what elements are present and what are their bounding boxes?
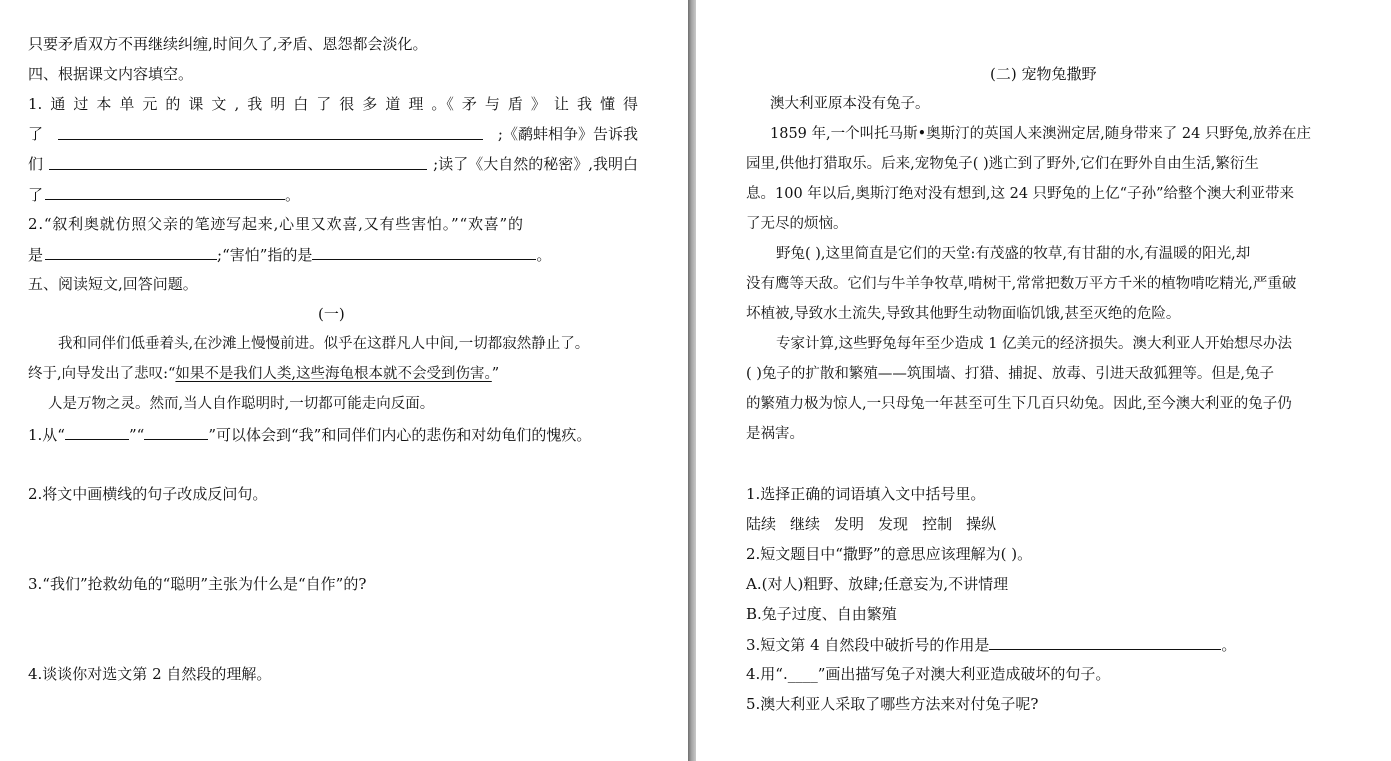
q1-line1-char: 很	[339, 95, 355, 113]
continued-text-line: 只要矛盾双方不再继续纠缠,时间久了,矛盾、恩怨都会淡化。	[28, 35, 428, 53]
left-page	[0, 0, 688, 761]
fill-blank-q1-line4	[28, 184, 300, 205]
underlined-sentence: 如果不是我们人类,这些海龟根本就不会受到伤害。	[175, 366, 492, 382]
q1-line1-char: 盾	[507, 95, 523, 113]
passage-two-title: (二) 宠物兔撒野	[990, 65, 1097, 83]
word-option: 操纵	[966, 515, 997, 533]
q1-line1-char: 。《	[431, 95, 454, 113]
fill-blank-q1-line3	[28, 154, 638, 174]
answer-blank[interactable]	[144, 424, 208, 440]
q1-line1-char: 1.	[28, 95, 43, 113]
reading-q4: 4.用“.____”画出描写兔子对澳大利亚造成破坏的句子。	[746, 665, 1111, 683]
q1-line1-char: 矛	[461, 95, 477, 113]
q1-line1-char: 让	[553, 95, 569, 113]
word-option: 陆续	[746, 515, 777, 533]
q1-line1-char: 白	[293, 95, 309, 113]
q1-line1-char: 明	[270, 95, 286, 113]
reading-q1: 1.选择正确的词语填入文中括号里。	[746, 485, 986, 503]
q1-line2-start: 了	[28, 125, 44, 143]
reading-q3: 3.“我们”抢救幼龟的“聪明”主张为什么是“自作”的?	[28, 575, 367, 593]
q1-line1-char: 我	[576, 95, 592, 113]
q1-line1-char: ,	[234, 95, 240, 113]
reading-q2: 2.短文题目中“撒野”的意思应该理解为( )。	[746, 545, 1033, 563]
q1-line1-char: 得	[622, 95, 638, 113]
q1-line1-char: 过	[73, 95, 89, 113]
passage-two-line4: 息。100 年以后,奥斯汀绝对没有想到,这 24 只野兔的上亿“子孙”给整个澳大利亚带来	[746, 186, 1294, 202]
q1-line1-char: 多	[362, 95, 378, 113]
fill-blank-q1-line1	[28, 94, 638, 114]
q1-line1-char: 元	[142, 95, 158, 113]
reading-q1	[28, 424, 591, 445]
q1-line1-char: 理	[408, 95, 424, 113]
section-four-title: 四、根据课文内容填空。	[28, 65, 194, 83]
q1-line1-char: 》	[530, 95, 546, 113]
fill-blank-q2-line1: 2.“叙利奥就仿照父亲的笔迹写起来,心里又欢喜,又有些害怕。”“欢喜”的	[28, 215, 524, 233]
word-option: 继续	[790, 515, 821, 533]
q1-line3-start: 们	[28, 155, 44, 173]
q1-line1-char: 道	[385, 95, 401, 113]
answer-blank[interactable]	[45, 184, 285, 200]
rq3-end: 。	[1221, 636, 1237, 654]
answer-blank[interactable]	[65, 424, 129, 440]
q1-line1-char: 我	[247, 95, 263, 113]
q1-line3-end: ;读了《大自然的秘密》,我明白	[433, 155, 638, 173]
word-option: 控制	[922, 515, 953, 533]
rq3-start: 3.短文第 4 自然段中破折号的作用是	[746, 636, 990, 654]
q1-line2-end: ;《鹬蚌相争》告诉我	[497, 125, 638, 143]
passage-two-line11: 的繁殖力极为惊人,一只母兔一年甚至可生下几百只幼兔。因此,至今澳大利亚的兔子仍	[746, 396, 1292, 412]
q1-line1-char: 的	[165, 95, 181, 113]
q1-line1-char: 文	[211, 95, 227, 113]
q1-line1-char: 懂	[599, 95, 615, 113]
q1-line1-char: 与	[484, 95, 500, 113]
rq1-start: 1.从“	[28, 426, 65, 444]
q2-line2-start: 是	[28, 246, 44, 264]
passage-one-title: (一)	[318, 305, 345, 323]
reading-q5: 5.澳大利亚人采取了哪些方法来对付兔子呢?	[746, 695, 1039, 713]
section-five-title: 五、阅读短文,回答问题。	[28, 275, 198, 293]
passage-one-line1: 我和同伴们低垂着头,在沙滩上慢慢前进。似乎在这群凡人中间,一切都寂然静止了。	[58, 336, 590, 352]
q1-line1-char: 本	[96, 95, 112, 113]
passage-two-line1: 澳大利亚原本没有兔子。	[770, 96, 930, 112]
option-a: A.(对人)粗野、放肆;任意妄为,不讲情理	[746, 575, 1009, 593]
rq1-mid: ”“	[128, 426, 145, 444]
answer-blank[interactable]	[312, 244, 536, 260]
option-b: B.兔子过度、自由繁殖	[746, 605, 897, 623]
passage-two-line9: 专家计算,这些野兔每年至少造成 1 亿美元的经济损失。澳大利亚人开始想尽办法	[776, 336, 1293, 352]
answer-blank[interactable]	[49, 154, 427, 170]
word-options	[746, 514, 1010, 534]
passage-two-line12: 是祸害。	[746, 426, 804, 442]
q2-line2-end: 。	[536, 246, 552, 264]
p1-line2-end: ”	[491, 366, 500, 382]
p1-line2-start: 终于,向导发出了悲叹:“	[28, 366, 176, 382]
passage-one-line2	[28, 364, 499, 384]
q1-line4-end: 。	[285, 186, 301, 204]
passage-two-line5: 了无尽的烦恼。	[746, 216, 848, 232]
passage-two-line6: 野兔( ),这里简直是它们的天堂:有茂盛的牧草,有甘甜的水,有温暖的阳光,却	[776, 246, 1251, 262]
answer-blank[interactable]	[989, 634, 1221, 650]
answer-blank[interactable]	[58, 124, 483, 140]
fill-blank-q1-line2	[28, 124, 638, 144]
q1-line1-char: 通	[50, 95, 66, 113]
answer-blank[interactable]	[45, 244, 217, 260]
reading-q4: 4.谈谈你对选文第 2 自然段的理解。	[28, 665, 272, 683]
fill-blank-q2-line2	[28, 244, 551, 265]
page-gutter	[688, 0, 696, 761]
q1-line1-char: 课	[188, 95, 204, 113]
word-option: 发现	[878, 515, 909, 533]
rq1-end: ”可以体会到“我”和同伴们内心的悲伤和对幼龟们的愧疚。	[208, 426, 592, 444]
reading-q2: 2.将文中画横线的句子改成反问句。	[28, 485, 268, 503]
passage-two-line10: ( )兔子的扩散和繁殖——筑围墙、打猎、捕捉、放毒、引进天敌狐狸等。但是,兔子	[746, 366, 1275, 382]
right-page	[696, 0, 1391, 761]
q1-line1-char: 了	[316, 95, 332, 113]
passage-two-line8: 坏植被,导致水土流失,导致其他野生动物面临饥饿,甚至灭绝的危险。	[746, 306, 1181, 322]
reading-q3	[746, 634, 1236, 655]
passage-one-line3: 人是万物之灵。然而,当人自作聪明时,一切都可能走向反面。	[48, 396, 435, 412]
passage-two-line7: 没有鹰等天敌。它们与牛羊争牧草,啃树干,常常把数万平方千米的植物啃吃精光,严重破	[746, 276, 1297, 292]
q1-line4-start: 了	[28, 186, 44, 204]
word-option: 发明	[834, 515, 865, 533]
passage-two-line3: 园里,供他打猎取乐。后来,宠物兔子( )逃亡到了野外,它们在野外自由生活,繁衍生	[746, 156, 1259, 172]
passage-two-line2: 1859 年,一个叫托马斯•奥斯汀的英国人来澳洲定居,随身带来了 24 只野兔,放养在庄	[770, 126, 1312, 142]
q1-line1-char: 单	[119, 95, 135, 113]
q2-line2-mid: ;“害怕”指的是	[217, 246, 313, 264]
